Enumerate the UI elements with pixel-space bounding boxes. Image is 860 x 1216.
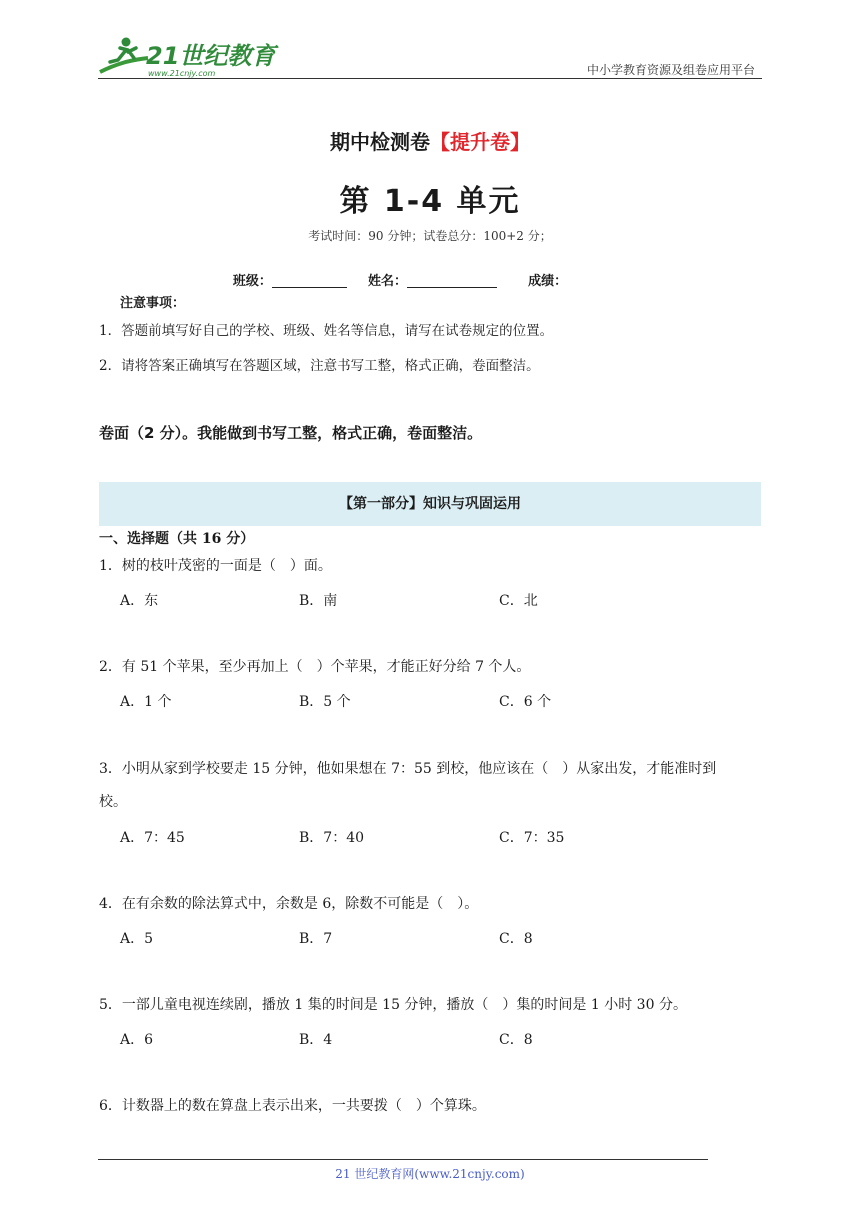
option-a[interactable]: A．1 个: [120, 694, 172, 710]
question-text: 4．在有余数的除法算式中，余数是 6，除数不可能是（ ）。: [99, 896, 479, 912]
option-c[interactable]: C．6 个: [499, 694, 552, 710]
option-a[interactable]: A．东: [120, 593, 159, 609]
neatness-statement: 卷面（2 分）。我能做到书写工整，格式正确，卷面整洁。: [99, 424, 483, 442]
option-c[interactable]: C．7：35: [499, 830, 565, 846]
question-text-continued: 校。: [99, 794, 127, 810]
student-fields: [0, 270, 860, 289]
option-b[interactable]: B．5 个: [299, 694, 351, 710]
score-label: 成绩：: [528, 274, 568, 289]
exam-title-highlight: 【提升卷】: [430, 130, 530, 154]
question-text: 6．计数器上的数在算盘上表示出来，一共要拨（ ）个算珠。: [99, 1098, 486, 1114]
footer-link[interactable]: 21 世纪教育网(www.21cnjy.com): [335, 1167, 525, 1181]
class-blank[interactable]: [272, 273, 347, 288]
site-logo: [96, 34, 276, 78]
option-a[interactable]: A．7：45: [120, 830, 185, 846]
platform-tagline: 中小学教育资源及组卷应用平台: [586, 63, 755, 77]
option-c[interactable]: C．8: [499, 931, 533, 947]
option-c[interactable]: C．北: [499, 593, 538, 609]
header-divider: [98, 78, 762, 79]
option-b[interactable]: B．7：40: [299, 830, 365, 846]
name-blank[interactable]: [407, 273, 497, 288]
exam-title: [0, 126, 860, 155]
logo-text: 21世纪教育: [146, 42, 276, 70]
unit-title: 第 1-4 单元: [339, 184, 521, 219]
notice-item: 1．答题前填写好自己的学校、班级、姓名等信息，请写在试卷规定的位置。: [99, 323, 554, 339]
question-text: 3．小明从家到学校要走 15 分钟，他如果想在 7：55 到校，他应该在（ ）从家出发，才能准时到: [99, 761, 717, 777]
question-text: 2．有 51 个苹果，至少再加上（ ）个苹果，才能正好分给 7 个人。: [99, 659, 531, 675]
question-text: 5．一部儿童电视连续剧，播放 1 集的时间是 15 分钟，播放（ ）集的时间是 1 小时 30 分。: [99, 997, 687, 1013]
exam-info: 考试时间：90 分钟；试卷总分：100+2 分；: [308, 229, 552, 243]
class-label: 班级：: [232, 274, 272, 289]
part-title: 一、选择题（共 16 分）: [99, 531, 255, 547]
option-a[interactable]: A．6: [120, 1032, 154, 1048]
logo-url: www.21cnjy.com: [148, 69, 216, 78]
option-b[interactable]: B．4: [299, 1032, 333, 1048]
question-text: 1．树的枝叶茂密的一面是（ ）面。: [99, 558, 332, 574]
exam-title-main: 期中检测卷: [330, 130, 430, 154]
notice-title: 注意事项：: [120, 296, 186, 311]
section-title: 【第一部分】知识与巩固运用: [339, 496, 521, 512]
name-label: 姓名：: [367, 274, 407, 289]
option-b[interactable]: B．南: [299, 593, 338, 609]
footer-divider: [98, 1159, 708, 1160]
option-b[interactable]: B．7: [299, 931, 333, 947]
notice-item: 2．请将答案正确填写在答题区域，注意书写工整，格式正确，卷面整洁。: [99, 358, 540, 374]
option-c[interactable]: C．8: [499, 1032, 533, 1048]
section-band: [99, 482, 761, 526]
option-a[interactable]: A．5: [120, 931, 154, 947]
